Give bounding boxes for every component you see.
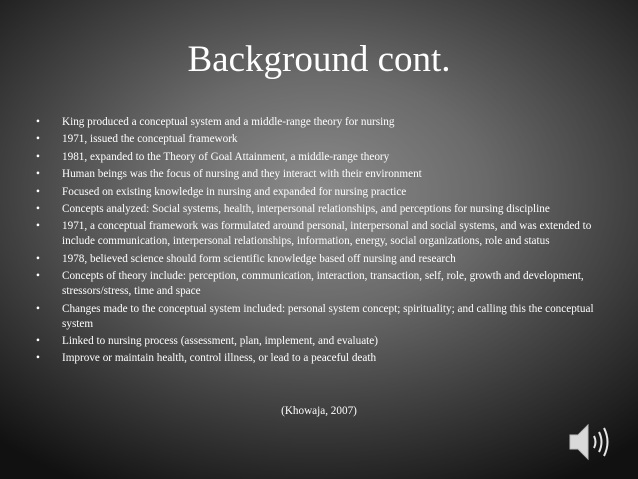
bullet-item (36, 115, 596, 130)
bullet-text: Concepts of theory include: perception, communication, interaction, transaction, self, role, growth and development, stressors/stress, time and space (62, 270, 584, 298)
bullet-text: King produced a conceptual system and a middle-range theory for nursing (62, 116, 395, 128)
bullet-marker: • (36, 202, 40, 215)
bullet-marker: • (36, 334, 40, 347)
bullet-list (36, 115, 596, 369)
slide-title: Background cont. (187, 39, 451, 80)
bullet-item (36, 252, 596, 267)
bullet-marker: • (36, 220, 40, 233)
bullet-text: 1971, issued the conceptual framework (62, 133, 238, 146)
bullet-item (36, 202, 596, 217)
bullet-marker: • (36, 116, 40, 128)
speaker-icon[interactable] (566, 420, 614, 464)
bullet-item (36, 269, 596, 299)
bullet-text: 1971, a conceptual framework was formulated around personal, interpersonal and social systems, and was extended to include communication, interpersonal relationships, information, energy, social organizations, role and status (62, 220, 592, 248)
bullet-text: Human beings was the focus of nursing and they interact with their environment (62, 168, 422, 181)
bullet-marker: • (36, 133, 40, 146)
bullet-text: Focused on existing knowledge in nursing and expanded for nursing practice (62, 185, 407, 198)
bullet-marker: • (36, 302, 40, 315)
bullet-item (36, 351, 596, 366)
bullet-marker: • (36, 150, 40, 163)
bullet-item (36, 219, 596, 249)
bullet-item (36, 132, 596, 147)
bullet-item (36, 334, 596, 349)
citation: (Khowaja, 2007) (281, 405, 357, 417)
bullet-item (36, 167, 596, 182)
bullet-text: Linked to nursing process (assessment, plan, implement, and evaluate) (62, 334, 378, 347)
bullet-marker: • (36, 185, 40, 198)
bullet-text: 1978, believed science should form scientific knowledge based off nursing and research (62, 252, 456, 265)
bullet-marker: • (36, 270, 40, 283)
bullet-text: 1981, expanded to the Theory of Goal Attainment, a middle-range theory (62, 150, 390, 163)
bullet-marker: • (36, 168, 40, 181)
bullet-marker: • (36, 252, 40, 265)
bullet-item (36, 150, 596, 165)
bullet-item (36, 185, 596, 200)
bullet-item (36, 302, 596, 332)
bullet-text: Concepts analyzed: Social systems, health, interpersonal relationships, and perceptions for nursing discipline (62, 202, 550, 215)
bullet-text: Improve or maintain health, control illness, or lead to a peaceful death (62, 352, 377, 365)
bullet-text: Changes made to the conceptual system included: personal system concept; spirituality; and calling this the conceptual system (62, 302, 594, 330)
bullet-marker: • (36, 352, 40, 365)
